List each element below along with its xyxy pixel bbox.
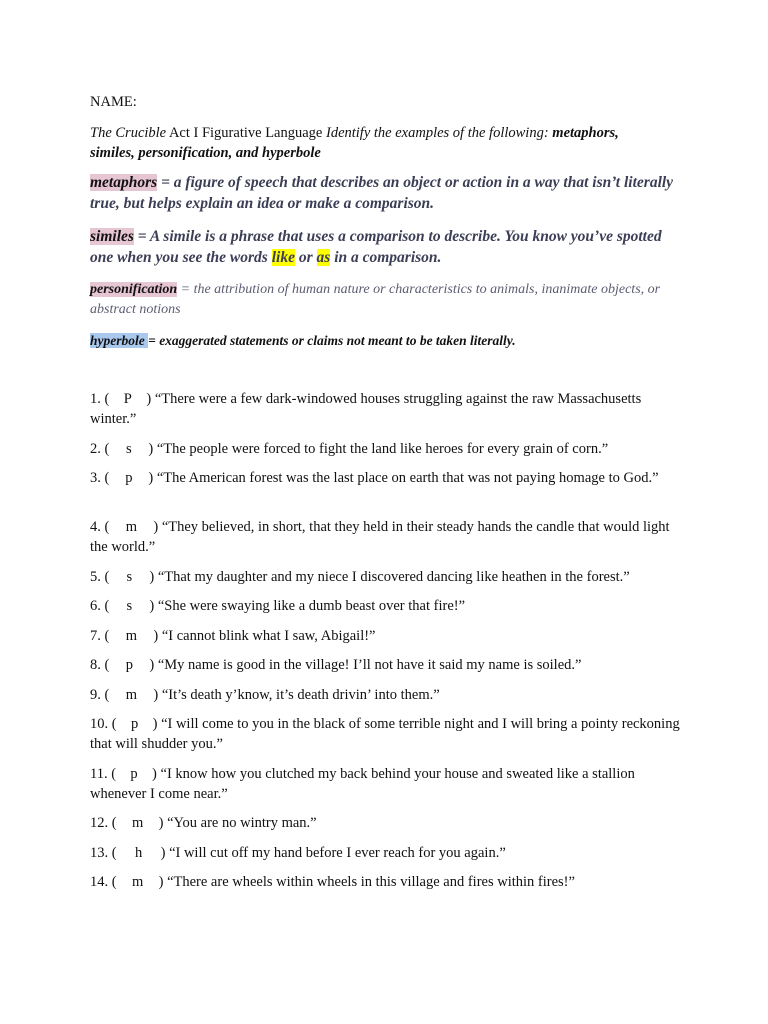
- question-item: [90, 567, 680, 587]
- definition-text-end: in a comparison.: [330, 249, 442, 266]
- question-quote: “My name is good in the village! I’ll not have it said my name is soiled.”: [157, 657, 582, 673]
- answer-field[interactable]: p: [130, 716, 139, 732]
- definition-similes: [90, 226, 680, 268]
- question-close-paren: ): [158, 874, 164, 890]
- question-close-paren: ): [158, 815, 164, 831]
- question-quote: “I know how you clutched my back behind your house and sweated like a stallion whenever I come near.”: [90, 766, 635, 802]
- instructions-terms-1: metaphors,: [552, 125, 619, 141]
- term-metaphors: metaphors: [90, 174, 158, 191]
- question-quote: “I will cut off my hand before I ever reach for you again.”: [169, 845, 506, 861]
- answer-field[interactable]: m: [125, 519, 137, 535]
- question-item: [90, 872, 680, 892]
- question-item: [90, 813, 680, 833]
- question-item: [90, 468, 680, 488]
- question-item: [90, 714, 680, 754]
- question-quote: “The people were forced to fight the land like heroes for every grain of corn.”: [156, 441, 609, 457]
- question-number: 9. (: [90, 687, 110, 703]
- question-number: 2. (: [90, 441, 110, 457]
- question-close-paren: ): [149, 569, 155, 585]
- question-number: 4. (: [90, 519, 110, 535]
- question-close-paren: ): [160, 845, 166, 861]
- question-item: [90, 626, 680, 646]
- answer-field[interactable]: p: [130, 766, 138, 782]
- answer-field[interactable]: s: [126, 569, 133, 585]
- question-close-paren: ): [152, 766, 157, 782]
- definition-text: = a figure of speech that describes an object or action in a way that isn’t literally true, but helps explain an idea or make a comparison.: [90, 174, 674, 212]
- question-number: 1. (: [90, 391, 110, 407]
- answer-field[interactable]: p: [125, 470, 133, 486]
- question-quote: “There are wheels within wheels in this village and fires within fires!”: [167, 874, 575, 890]
- instructions-terms-2: similes, personification, and hyperbole: [90, 145, 321, 161]
- answer-field[interactable]: s: [126, 441, 132, 457]
- instructions: Identify the examples of the following:: [325, 125, 553, 141]
- definition-hyperbole: [90, 331, 680, 351]
- answer-field[interactable]: h: [134, 845, 143, 861]
- definition-text: = exaggerated statements or claims not meant to be taken literally.: [148, 333, 516, 348]
- question-close-paren: ): [149, 657, 155, 673]
- definition-text-or: or: [294, 249, 317, 266]
- question-close-paren: ): [152, 716, 158, 732]
- question-item: [90, 389, 680, 429]
- highlight-as: as: [316, 249, 331, 266]
- question-number: 7. (: [90, 628, 110, 644]
- title-subject: Act I Figurative Language: [166, 125, 326, 141]
- question-close-paren: ): [148, 470, 154, 486]
- question-item: [90, 685, 680, 705]
- question-item: [90, 517, 680, 557]
- question-quote: “I cannot blink what I saw, Abigail!”: [161, 628, 376, 644]
- answer-field[interactable]: P: [123, 391, 132, 407]
- term-hyperbole: hyperbole: [90, 333, 149, 348]
- answer-field[interactable]: m: [131, 815, 144, 831]
- question-item: [90, 596, 680, 616]
- question-item: [90, 764, 680, 804]
- name-label: NAME:: [90, 94, 137, 110]
- question-quote: “She were swaying like a dumb beast over that fire!”: [157, 598, 466, 614]
- question-number: 6. (: [90, 598, 110, 614]
- question-quote: “The American forest was the last place on earth that was not paying homage to God.”: [156, 470, 659, 486]
- question-number: 13. (: [90, 845, 117, 861]
- question-close-paren: ): [148, 441, 154, 457]
- definition-personification: [90, 280, 680, 320]
- definition-text: = A simile is a phrase that uses a comparison to describe. You know you’ve spotted one when you see the words: [90, 228, 662, 266]
- term-similes: similes: [90, 228, 134, 245]
- definition-text: = the attribution of human nature or characteristics to animals, inanimate objects, or abstract notions: [90, 282, 661, 317]
- question-quote: “There were a few dark-windowed houses struggling against the raw Massachusetts winter.”: [90, 391, 642, 427]
- question-quote: “They believed, in short, that they held in their steady hands the candle that would light the world.”: [90, 519, 670, 555]
- question-number: 8. (: [90, 657, 110, 673]
- question-item: [90, 655, 680, 675]
- definition-metaphors: [90, 172, 680, 214]
- question-close-paren: ): [153, 628, 159, 644]
- question-close-paren: ): [153, 519, 159, 535]
- worksheet-title: [90, 123, 619, 163]
- highlight-like: like: [271, 249, 295, 266]
- question-quote: “I will come to you in the black of some terrible night and I will bring a pointy reckoning that will shudder you.”: [90, 716, 680, 752]
- question-close-paren: ): [146, 391, 152, 407]
- question-item: [90, 843, 680, 863]
- question-number: 11. (: [90, 766, 117, 782]
- question-quote: “You are no wintry man.”: [167, 815, 317, 831]
- question-number: 3. (: [90, 470, 110, 486]
- question-quote: “That my daughter and my niece I discovered dancing like heathen in the forest.”: [157, 569, 630, 585]
- answer-field[interactable]: p: [125, 657, 133, 673]
- answer-field[interactable]: m: [125, 628, 137, 644]
- answer-field[interactable]: m: [131, 874, 144, 890]
- play-title: The Crucible: [90, 125, 167, 141]
- question-close-paren: ): [153, 687, 159, 703]
- question-number: 5. (: [90, 569, 110, 585]
- question-number: 12. (: [90, 815, 117, 831]
- answer-field[interactable]: m: [125, 687, 137, 703]
- question-number: 14. (: [90, 874, 117, 890]
- question-quote: “It’s death y’know, it’s death drivin’ into them.”: [161, 687, 440, 703]
- term-personification: personification: [90, 282, 178, 297]
- question-item: [90, 439, 680, 459]
- answer-field[interactable]: s: [126, 598, 133, 614]
- question-close-paren: ): [149, 598, 155, 614]
- question-number: 10. (: [90, 716, 117, 732]
